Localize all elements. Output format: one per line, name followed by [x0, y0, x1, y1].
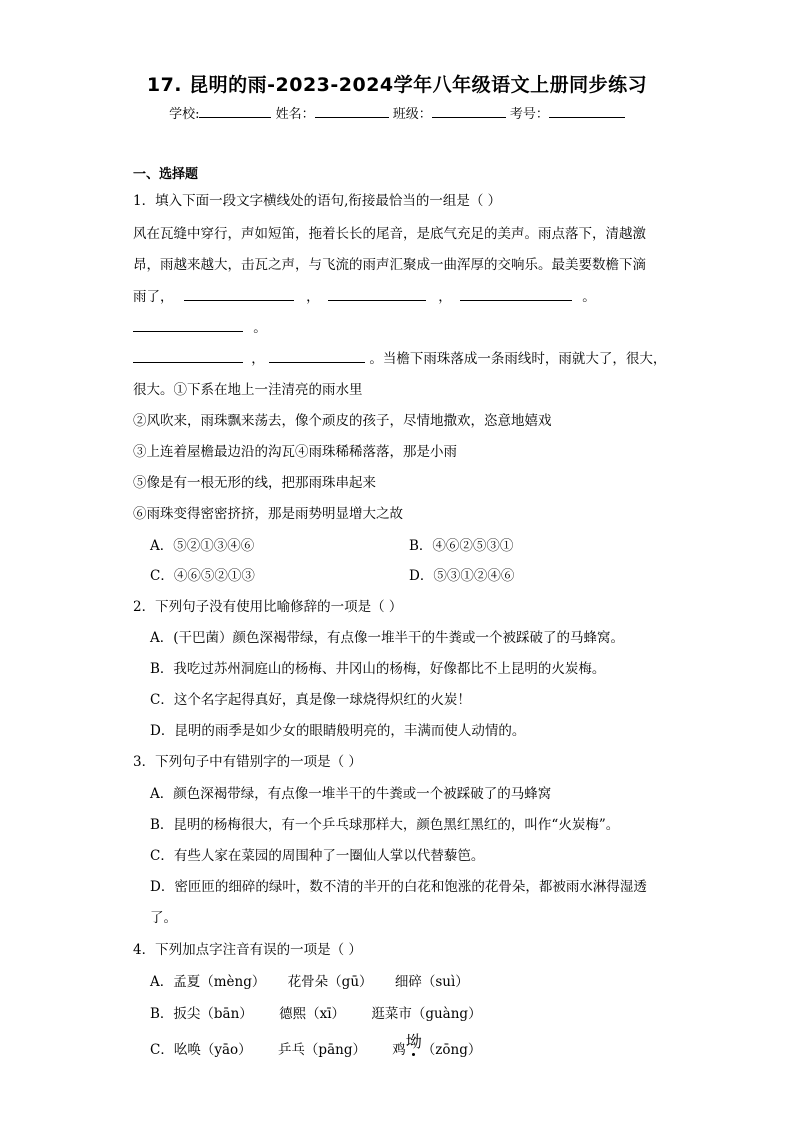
q1-option-b[interactable]: B．④⑥②⑤③① — [409, 538, 514, 554]
q1-blank[interactable] — [133, 319, 243, 332]
q4-option-b-item: 德熙（xī） — [279, 1006, 346, 1022]
q1-comma: ， — [438, 289, 452, 305]
q3-stem: 3．下列句子中有错别字的一项是（ ） — [133, 754, 362, 770]
q4-option-b-item: 逛菜市（guàng） — [371, 1006, 482, 1022]
q1-passage-text: 。当檐下雨珠落成一条雨线时，雨就大了，很大， — [369, 351, 667, 367]
q1-blank[interactable] — [133, 350, 243, 363]
q1-option-a[interactable]: A．⑤②①③④⑥ — [150, 538, 255, 554]
q1-sentence: ⑥雨珠变得密密挤挤，那是雨势明显增大之故 — [133, 506, 403, 522]
school-label: 学校: — [169, 107, 200, 122]
q1-sentence: 很大。①下系在地上一洼清亮的雨水里 — [133, 382, 363, 398]
student-info-line — [0, 103, 794, 122]
q3-option-d[interactable]: D．密匝匝的细碎的绿叶，数不清的半开的白花和饱涨的花骨朵，都被雨水淋得湿透 — [150, 879, 647, 895]
number-label: 考号： — [509, 107, 549, 122]
class-field[interactable] — [432, 105, 506, 118]
q1-blank[interactable] — [269, 350, 365, 363]
q1-blank[interactable] — [184, 288, 294, 301]
name-label: 姓名： — [275, 107, 315, 122]
q3-option-d-cont: 了。 — [150, 910, 177, 926]
school-field[interactable] — [199, 105, 271, 118]
q1-passage-line: 风在瓦缝中穿行，声如短笛，拖着长长的尾音，是底气充足的美声。雨点落下，清越激 — [133, 226, 646, 242]
number-field[interactable] — [549, 105, 625, 118]
q4-option-c-item: 乒乓（pāng） — [277, 1042, 366, 1058]
q1-blank[interactable] — [460, 288, 572, 301]
q1-sentence: ⑤像是有一根无形的线，把那雨珠串起来 — [133, 475, 376, 491]
q1-stem: 1．填入下面一段文字横线处的语句,衔接最恰当的一组是（ ） — [133, 193, 502, 209]
q2-option-c[interactable]: C．这个名字起得真好，真是像一球烧得炽红的火炭！ — [150, 692, 471, 708]
q2-stem: 2．下列句子没有使用比喻修辞的一项是（ ） — [133, 599, 403, 615]
q4-option-a-item: A．孟夏（mèng） — [150, 974, 266, 990]
q3-option-b[interactable]: B．昆明的杨梅很大，有一个乒乓球那样大，颜色黑红黑红的，叫作“火炭梅”。 — [150, 817, 620, 833]
q2-option-b[interactable]: B．我吃过苏州洞庭山的杨梅、井冈山的杨梅，好像都比不上昆明的火炭梅。 — [150, 661, 606, 677]
q4-option-a-item: 花骨朵（gū） — [287, 974, 373, 990]
q4-option-a[interactable] — [150, 973, 469, 991]
q1-passage-line: 昂，雨越来越大，击瓦之声，与飞流的雨声汇聚成一曲浑厚的交响乐。最美要数檐下滴 — [133, 257, 646, 273]
q4-option-c-item: C．吆唤（yāo） — [150, 1042, 252, 1058]
q4-stem: 4．下列加点字注音有误的一项是（ ） — [133, 942, 362, 958]
q1-passage-text: 雨了， — [133, 289, 174, 305]
q1-option-d[interactable]: D．⑤③①②④⑥ — [409, 568, 515, 584]
q2-option-d[interactable]: D．昆明的雨季是如少女的眼睛般明亮的，丰满而使人动情的。 — [150, 723, 526, 739]
name-field[interactable] — [315, 105, 389, 118]
q3-option-c[interactable]: C．有些人家在菜园的周围种了一圈仙人掌以代替藜笆。 — [150, 848, 485, 864]
q1-period: 。 — [582, 289, 596, 305]
q1-passage-line — [133, 288, 596, 306]
q1-comma: ， — [306, 289, 320, 305]
q2-option-a[interactable]: A．(干巴菌）颜色深褐带绿，有点像一堆半干的牛粪或一个被踩破了的马蜂窝。 — [150, 630, 625, 646]
q1-option-c[interactable]: C．④⑥⑤②①③ — [150, 568, 255, 584]
section-heading: 一、选择题 — [133, 167, 199, 182]
q4-option-a-item: 细碎（suì） — [394, 974, 469, 990]
q4-option-b[interactable] — [150, 1005, 482, 1023]
q4-option-c-pinyin: （zōng） — [421, 1042, 482, 1058]
q3-option-a[interactable]: A．颜色深褐带绿，有点像一堆半干的牛粪或一个被踩破了的马蜂窝 — [150, 786, 552, 802]
q1-blank[interactable] — [328, 288, 426, 301]
class-label: 班级： — [392, 107, 432, 122]
q1-passage-line — [133, 319, 267, 337]
q1-period: 。 — [253, 320, 267, 336]
q1-sentence: ③上连着屋檐最边沿的沟瓦④雨珠稀稀落落，那是小雨 — [133, 444, 457, 460]
q4-option-c[interactable] — [150, 1032, 482, 1059]
q1-sentence: ②风吹来，雨珠飘来荡去，像个顽皮的孩子，尽情地撒欢，恣意地嬉戏 — [133, 413, 552, 429]
dotted-char: 坳 — [405, 1032, 422, 1051]
q1-comma: ， — [251, 351, 265, 367]
q1-passage-line — [133, 350, 666, 368]
page-title: 17. 昆明的雨-2023-2024学年八年级语文上册同步练习 — [146, 74, 648, 96]
q4-option-b-item: B．扳尖（bān） — [150, 1006, 253, 1022]
q4-option-c-item — [392, 1032, 482, 1058]
q4-option-c-word: 鸡 — [392, 1042, 406, 1058]
